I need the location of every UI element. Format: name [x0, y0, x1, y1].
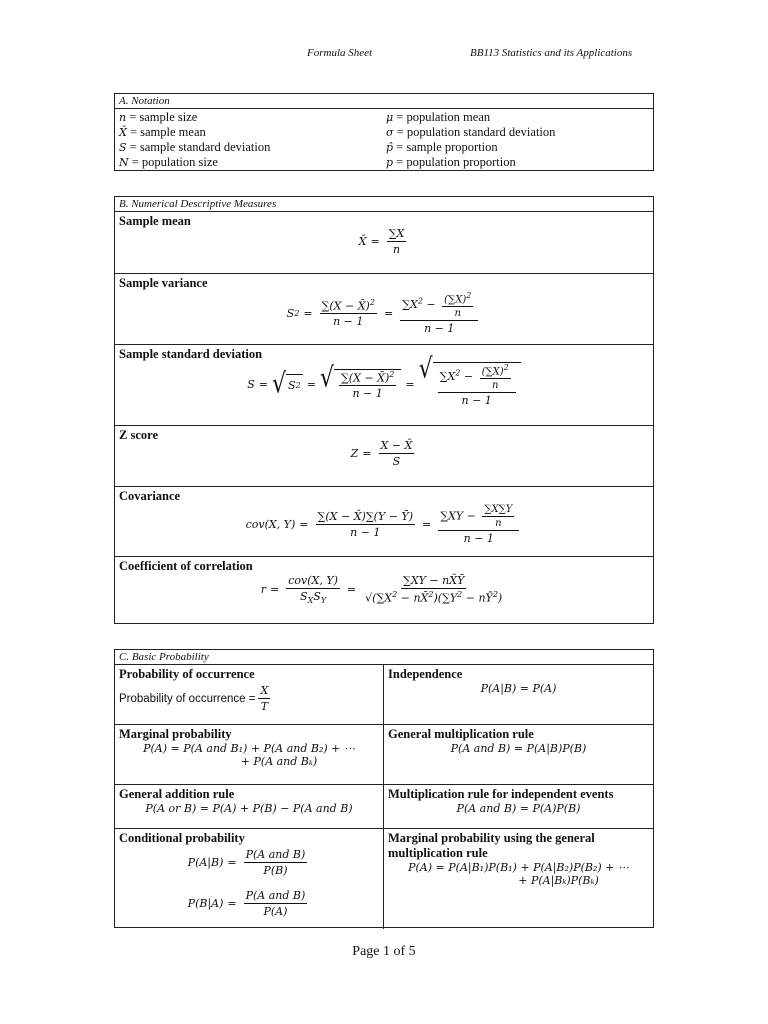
- notation-list: [115, 109, 653, 171]
- independence-formula: P(A|B) = P(A): [480, 682, 557, 695]
- independent-multiplication-title: Multiplication rule for independent events: [388, 787, 614, 801]
- sample-std-formula: S = √ S 2 = √ $\frac{\sum(X - X̄)^2}{n - 1}$ = √ $\sum X^2$ − $\frac{(\sum X)^2}{n}$ n − 1: [115, 362, 653, 407]
- notation-item: μ = population mean: [386, 110, 491, 124]
- correlation-title: Coefficient of correlation: [119, 559, 253, 573]
- correlation-row: [115, 557, 653, 624]
- general-addition-title: General addition rule: [119, 787, 235, 801]
- correlation-formula: r = $\frac{\text{cov(X, Y)}}{S_XS_Y}$ = $\frac{\sum XY - nX̄Ȳ}{√(\sum X^2 - nX̄^2)(\sum Y^2 - nȲ^2)}$: [260, 574, 503, 606]
- marginal-probability-line1: P(A) = P(A and B₁) + P(A and B₂) + ⋯: [143, 742, 355, 755]
- probability-occurrence-formula: Probability of occurrence = $\frac{X}{T}$: [119, 684, 269, 713]
- notation-item: n = sample size: [119, 110, 198, 124]
- z-score-row: [115, 426, 653, 487]
- sample-variance-row: [115, 274, 653, 345]
- probability-occurrence-cell: [115, 665, 384, 724]
- independence-cell: [384, 665, 653, 724]
- covariance-title: Covariance: [119, 489, 181, 503]
- marginal-general-cell: [384, 829, 653, 929]
- probability-row-2: [115, 725, 653, 785]
- notation-right-column: [382, 110, 649, 170]
- notation-item: N = population size: [119, 155, 218, 169]
- probability-row-4: [115, 829, 653, 929]
- sample-variance-title: Sample variance: [119, 276, 208, 290]
- covariance-row: [115, 487, 653, 557]
- notation-left-column: [119, 110, 382, 170]
- notation-item: p = population proportion: [386, 155, 516, 169]
- marginal-general-line1: P(A) = P(A|B₁)P(B₁) + P(A|B₂)P(B₂) + ⋯: [408, 861, 629, 874]
- marginal-probability-line2: + P(A and Bₖ): [240, 755, 318, 768]
- covariance-formula: cov(X, Y) = $\frac{\sum(X - X̄)\sum(Y - Ȳ)}{n - 1}$ = ∑XY − $\frac{\sum X\sum Y}{n}$ n − 1: [115, 504, 653, 545]
- marginal-general-title: Marginal probability using the general multiplication rule: [388, 831, 595, 860]
- probability-row-3: [115, 785, 653, 829]
- descriptive-measures-section: [114, 196, 654, 624]
- section-c-heading: C. Basic Probability: [115, 650, 653, 665]
- conditional-probability-title: Conditional probability: [119, 831, 245, 845]
- notation-item: X̄ = sample mean: [119, 125, 206, 139]
- conditional-probability-formula-1: P(A|B) = $\frac{\text{P(A and B)}}{P(B)}$: [187, 848, 306, 877]
- z-score-formula: Z = $\frac{X - X̄}{S}$: [350, 439, 413, 468]
- general-addition-formula: P(A or B) = P(A) + P(B) − P(A and B): [145, 802, 353, 815]
- sample-std-row: [115, 345, 653, 426]
- basic-probability-section: [114, 649, 654, 928]
- general-multiplication-title: General multiplication rule: [388, 727, 534, 741]
- general-addition-cell: [115, 785, 384, 828]
- independent-multiplication-cell: [384, 785, 653, 828]
- general-multiplication-formula: P(A and B) = P(A|B)P(B): [450, 742, 587, 755]
- sample-variance-formula: S 2 = $\frac{\sum(X - X̄)^2}{n - 1}$ = $\sum X^2$ − $\frac{(\sum X)^2}{n}$ n − 1: [115, 291, 653, 335]
- notation-item: S = sample standard deviation: [119, 140, 271, 154]
- general-multiplication-cell: [384, 725, 653, 784]
- conditional-probability-cell: [115, 829, 384, 929]
- sample-mean-title: Sample mean: [119, 214, 191, 228]
- independent-multiplication-formula: P(A and B) = P(A)P(B): [456, 802, 581, 815]
- sample-mean-formula: X̄ = $\frac{\sum X}{n}$: [358, 227, 405, 256]
- section-b-heading: B. Numerical Descriptive Measures: [115, 197, 653, 212]
- marginal-general-line2: + P(A|Bₖ)P(Bₖ): [518, 874, 599, 887]
- marginal-probability-title: Marginal probability: [119, 727, 232, 741]
- header-right: BB113 Statistics and its Applications: [470, 47, 633, 59]
- z-score-title: Z score: [119, 428, 158, 442]
- marginal-probability-cell: [115, 725, 384, 784]
- conditional-probability-formula-2: P(B|A) = $\frac{\text{P(A and B)}}{P(A)}$: [187, 889, 306, 918]
- notation-item: p̂ = sample proportion: [386, 140, 498, 154]
- section-a-heading: A. Notation: [115, 94, 653, 109]
- probability-row-1: [115, 665, 653, 725]
- notation-item: σ = population standard deviation: [386, 125, 556, 139]
- notation-section: [114, 93, 654, 171]
- sample-std-title: Sample standard deviation: [119, 347, 263, 361]
- independence-title: Independence: [388, 667, 463, 681]
- probability-occurrence-title: Probability of occurrence: [119, 667, 255, 681]
- header-left: Formula Sheet: [307, 47, 373, 59]
- sample-mean-row: [115, 212, 653, 274]
- page-number: Page 1 of 5: [352, 944, 416, 959]
